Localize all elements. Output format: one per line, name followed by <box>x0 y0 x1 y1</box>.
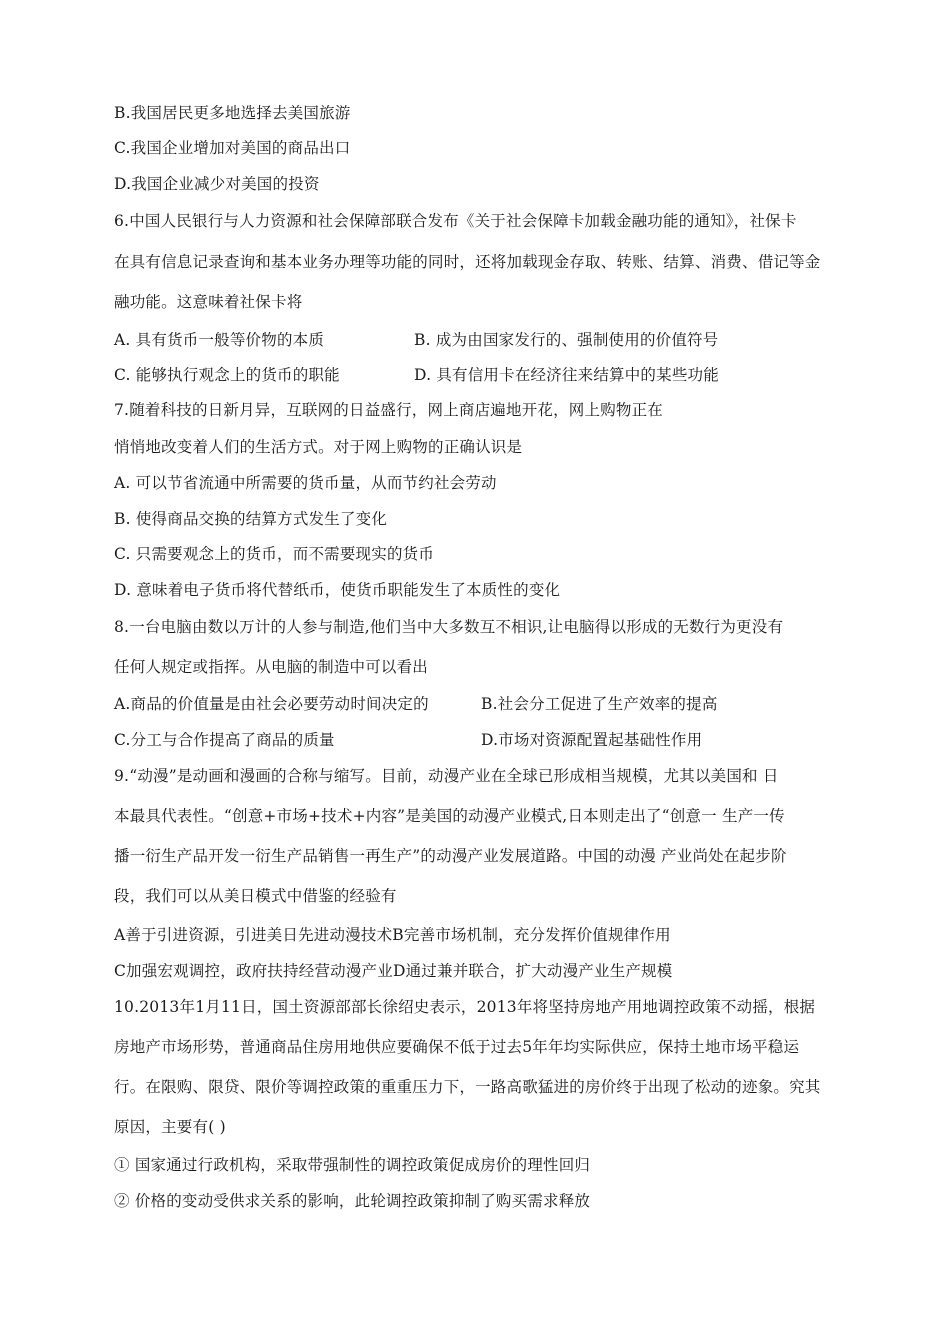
question-8-line-2: 任何人规定或指挥。从电脑的制造中可以看出 <box>114 658 429 676</box>
q10-statement-1: ① 国家通过行政机构，采取带强制性的调控政策促成房价的理性回归 <box>114 1156 591 1174</box>
question-10-line-3: 行。在限购、限贷、限价等调控政策的重重压力下，一路高歌猛进的房价终于出现了松动的迹象。究其 <box>114 1078 821 1096</box>
question-10-line-4: 原因，主要有( ) <box>114 1118 226 1136</box>
option-c-q7: C. 只需要观念上的货币，而不需要现实的货币 <box>114 545 435 563</box>
question-7-line-1: 7.随着科技的日新月异，互联网的日益盛行，网上商店遍地开花，网上购物正在 <box>114 401 663 419</box>
q8-options-row-2 <box>114 730 703 750</box>
q9-options-row-2: C加强宏观调控，政府扶持经营动漫产业D通过兼并联合，扩大动漫产业生产规模 <box>114 962 673 980</box>
option-d-q6: D. 具有信用卡在经济往来结算中的某些功能 <box>414 366 719 384</box>
q6-options-row-2 <box>114 365 719 385</box>
option-d-q7: D. 意味着电子货币将代替纸币，使货币职能发生了本质性的变化 <box>114 581 561 599</box>
q8-options-row-1 <box>114 694 718 714</box>
option-c-q5: C.我国企业增加对美国的商品出口 <box>114 139 351 157</box>
q6-options-row-1 <box>114 330 719 350</box>
question-9-line-1: 9.“动漫”是动画和漫画的合称与缩写。目前，动漫产业在全球已形成相当规模，尤其以美国和 日 <box>114 767 779 785</box>
option-b-q5: B.我国居民更多地选择去美国旅游 <box>114 104 351 122</box>
question-10-line-1: 10.2013年1月11日，国土资源部部长徐绍史表示，2013年将坚持房地产用地调控政策不动摇，根据 <box>114 998 816 1016</box>
question-6-line-3: 融功能。这意味着社保卡将 <box>114 293 303 311</box>
q9-options-row-1: A善于引进资源，引进美日先进动漫技术B完善市场机制，充分发挥价值规律作用 <box>114 926 671 944</box>
question-6-line-1: 6.中国人民银行与人力资源和社会保障部联合发布《关于社会保障卡加载金融功能的通知》，社保卡 <box>114 212 797 230</box>
question-7-line-2: 悄悄地改变着人们的生活方式。对于网上购物的正确认识是 <box>114 438 523 456</box>
question-10-line-2: 房地产市场形势，普通商品住房用地供应要确保不低于过去5年年均实际供应，保持土地市场平稳运 <box>114 1038 800 1056</box>
option-b-q8: B.社会分工促进了生产效率的提高 <box>481 695 718 713</box>
option-b-q7: B. 使得商品交换的结算方式发生了变化 <box>114 510 388 528</box>
option-a-q8: A.商品的价值量是由社会必要劳动时间决定的 <box>114 695 429 713</box>
question-9-line-3: 播一衍生产品开发一衍生产品销售一再生产”的动漫产业发展道路。中国的动漫 产业尚处在起步阶 <box>114 847 787 865</box>
option-d-q5: D.我国企业减少对美国的投资 <box>114 175 320 193</box>
question-9-line-2: 本最具代表性。“创意+市场+技术+内容”是美国的动漫产业模式,日本则走出了“创意一 生产一传 <box>114 807 785 825</box>
question-9-line-4: 段，我们可以从美日模式中借鉴的经验有 <box>114 887 397 905</box>
question-8-line-1: 8.一台电脑由数以万计的人参与制造,他们当中大多数互不相识,让电脑得以形成的无数行为更没有 <box>114 618 784 636</box>
option-d-q8: D.市场对资源配置起基础性作用 <box>481 731 703 749</box>
question-6-line-2: 在具有信息记录查询和基本业务办理等功能的同时，还将加载现金存取、转账、结算、消费、借记等金 <box>114 253 821 271</box>
option-c-q6: C. 能够执行观念上的货币的职能 <box>114 366 340 384</box>
option-b-q6: B. 成为由国家发行的、强制使用的价值符号 <box>414 331 719 349</box>
option-c-q8: C.分工与合作提高了商品的质量 <box>114 731 335 749</box>
option-a-q6: A. 具有货币一般等价物的本质 <box>114 331 325 349</box>
q10-statement-2: ② 价格的变动受供求关系的影响，此轮调控政策抑制了购买需求释放 <box>114 1192 591 1210</box>
option-a-q7: A. 可以节省流通中所需要的货币量，从而节约社会劳动 <box>114 474 497 492</box>
